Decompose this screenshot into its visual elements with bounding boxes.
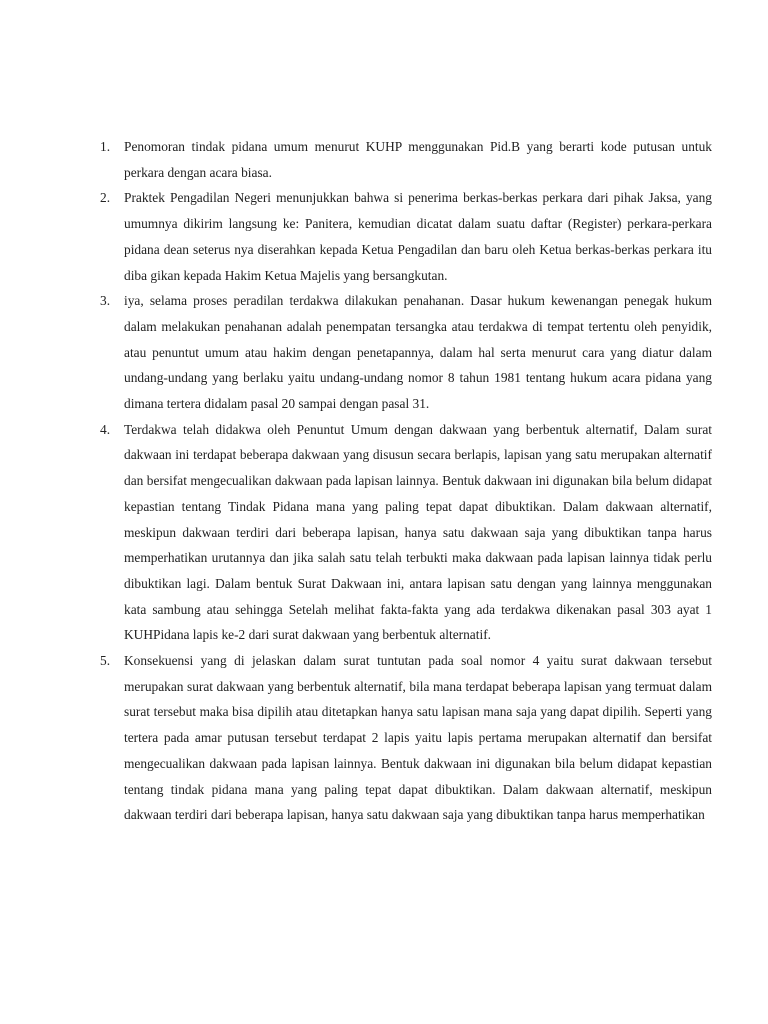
- list-item-2: [96, 185, 712, 288]
- item-text: Praktek Pengadilan Negeri menunjukkan bahwa si penerima berkas-berkas perkara dari pihak Jaksa, yang umumnya dikirim langsung ke: Panitera, kemudian dicatat dalam suatu daftar (Register) perkara-perkara pidana dean seterus nya diserahkan kepada Ketua Pengadilan dan baru oleh Ketua berkas-berkas perkara itu diba gikan kepada Hakim Ketua Majelis yang bersangkutan.: [124, 190, 712, 283]
- item-text: Penomoran tindak pidana umum menurut KUHP menggunakan Pid.B yang berarti kode putusan untuk perkara dengan acara biasa.: [124, 139, 712, 180]
- item-number: 1.: [100, 139, 111, 154]
- item-number: 2.: [100, 190, 111, 206]
- item-number: 5.: [100, 653, 111, 669]
- item-text: Terdakwa telah didakwa oleh Penuntut Umum dengan dakwaan yang berbentuk alternatif, Dalam surat dakwaan ini terdapat beberapa dakwaan yang disusun secara berlapis, lapisan yang satu merupakan alternatif dan bersifat mengecualikan dakwaan pada lapisan lainnya. Bentuk dakwaan ini digunakan bila belum didapat kepastian tentang Tindak Pidana mana yang paling tepat dapat dibuktikan. Dalam dakwaan alternatif, meskipun dakwaan terdiri dari beberapa lapisan, hanya satu dakwaan saja yang dibuktikan tanpa harus memperhatikan urutannya dan jika salah satu telah terbukti maka dakwaan pada lapisan lainnya tidak perlu dibuktikan lagi. Dalam bentuk Surat Dakwaan ini, antara lapisan satu dengan yang lainnya menggunakan kata sambung atau sehingga Setelah melihat fakta-fakta yang ada terdakwa dikenakan pasal 303 ayat 1 KUHPidana lapis ke-2 dari surat dakwaan yang berbentuk alternatif.: [124, 421, 712, 643]
- item-number: 4.: [100, 421, 111, 437]
- list-item-1: [96, 134, 712, 185]
- list-item-4: [96, 417, 712, 648]
- list-item-5: [96, 648, 712, 828]
- numbered-answer-list: [96, 134, 712, 828]
- list-item-3: [96, 288, 712, 417]
- item-number: 3.: [100, 293, 111, 309]
- item-text: iya, selama proses peradilan terdakwa dilakukan penahanan. Dasar hukum kewenangan penegak hukum dalam melakukan penahanan adalah penempatan tersangka atau terdakwa di tempat tertentu oleh penyidik, atau penuntut umum atau hakim dengan penetapannya, dalam hal serta menurut cara yang diatur dalam undang-undang yang berlaku yaitu undang-undang nomor 8 tahun 1981 tentang hukum acara pidana yang dimana tertera didalam pasal 20 sampai dengan pasal 31.: [124, 293, 712, 412]
- item-text: Konsekuensi yang di jelaskan dalam surat tuntutan pada soal nomor 4 yaitu surat dakwaan tersebut merupakan surat dakwaan yang berbentuk alternatif, bila mana terdapat beberapa lapisan yang termuat dalam surat tersebut maka bisa dipilih atau ditetapkan hanya satu lapisan mana saja yang dapat dipilih. Seperti yang tertera pada amar putusan tersebut terdapat 2 lapis yaitu lapis pertama merupakan alternatif dan bersifat mengecualikan dakwaan pada lapisan lainnya. Bentuk dakwaan ini digunakan bila belum didapat kepastian tentang tindak pidana mana yang paling tepat dapat dibuktikan. Dalam dakwaan alternatif, meskipun dakwaan terdiri dari beberapa lapisan, hanya satu dakwaan saja yang dibuktikan tanpa harus memperhatikan: [124, 653, 712, 823]
